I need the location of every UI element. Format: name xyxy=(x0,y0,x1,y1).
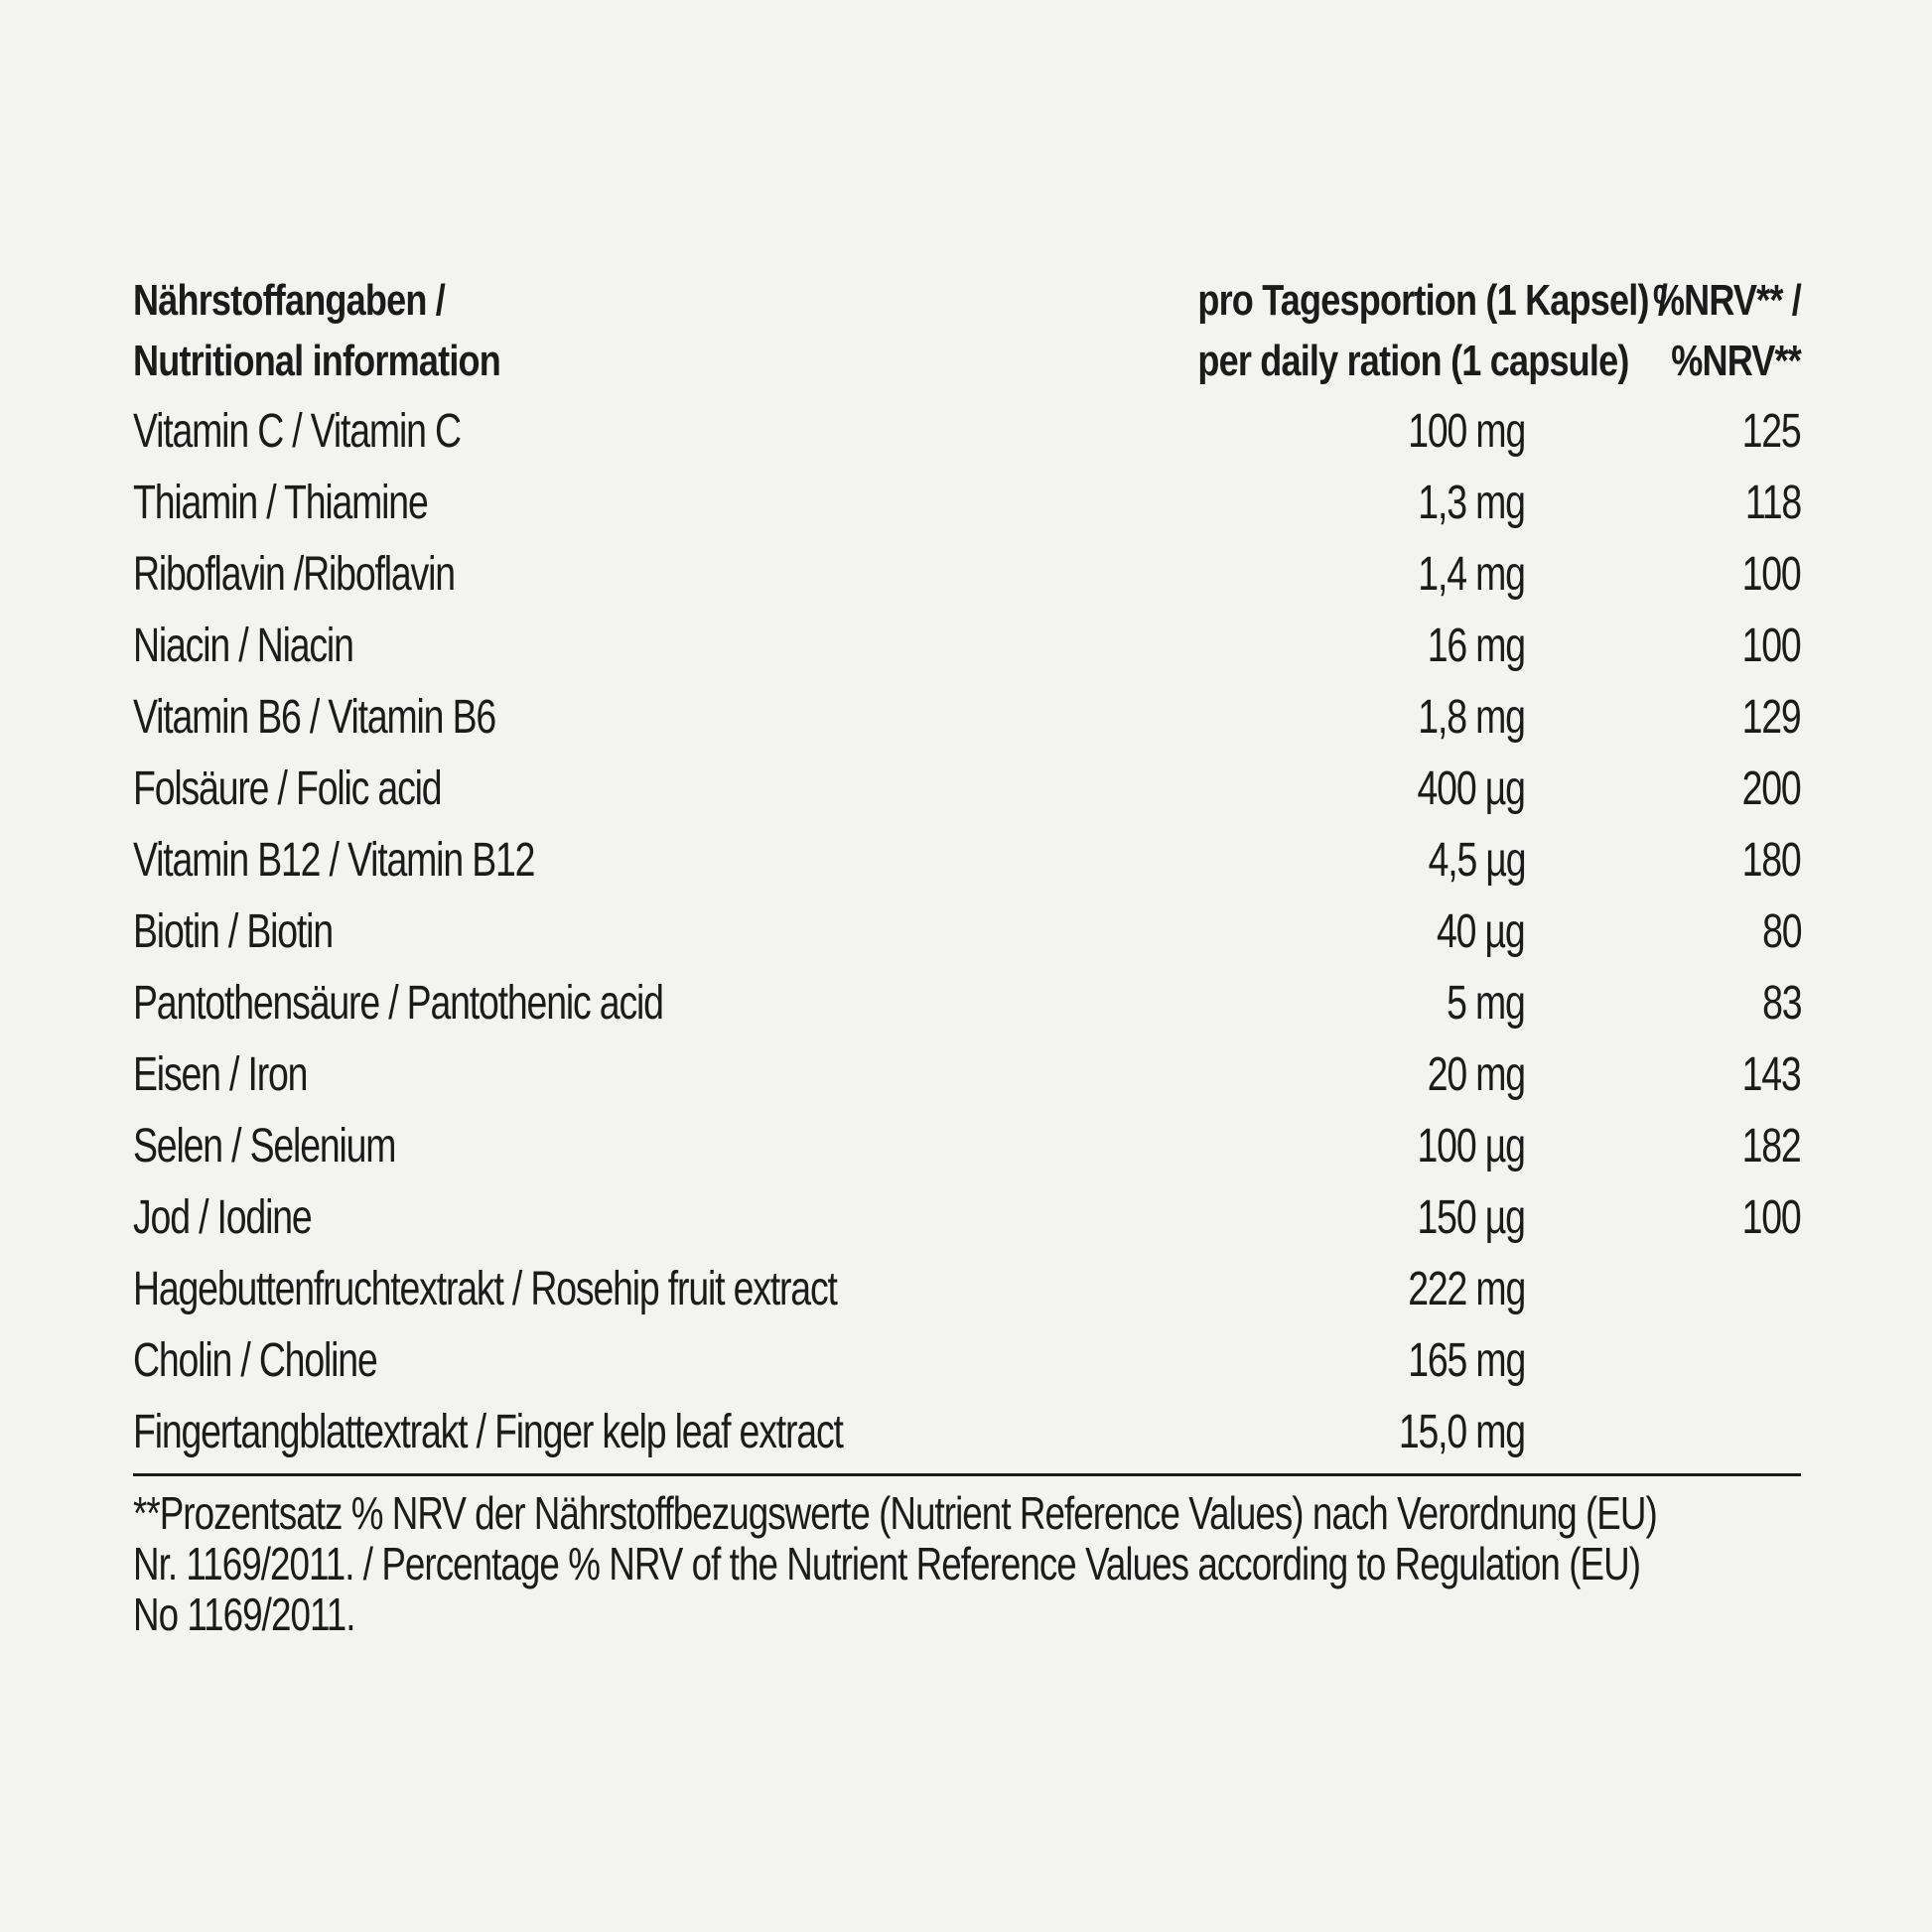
table-row xyxy=(133,610,1801,681)
nutrient-amount-cell xyxy=(1126,619,1525,673)
nutrient-name-cell xyxy=(133,904,1126,959)
nutrient-nrv-cell xyxy=(1525,476,1801,530)
nutrient-name-cell xyxy=(133,619,1126,673)
table-row xyxy=(133,824,1801,896)
nutrient-name-cell xyxy=(133,1333,1126,1388)
table-row xyxy=(133,395,1801,467)
nutrient-amount-cell xyxy=(1126,1190,1525,1245)
table-row xyxy=(133,753,1801,824)
nutrient-name-cell xyxy=(133,404,1126,459)
nutrient-nrv: 143 xyxy=(1742,1047,1801,1101)
nutrient-nrv: 129 xyxy=(1742,690,1801,744)
nutrient-name-cell xyxy=(133,690,1126,745)
nutrient-name: Niacin / Niacin xyxy=(133,619,353,672)
nutrient-name-cell xyxy=(133,1262,1126,1316)
table-body xyxy=(133,395,1801,1467)
nutrient-amount-cell xyxy=(1126,761,1525,816)
table-row xyxy=(133,1038,1801,1110)
nutrient-amount-cell xyxy=(1126,1262,1525,1316)
nutrient-nrv-cell xyxy=(1525,761,1801,816)
header-nutrient xyxy=(133,270,1126,395)
nutrient-nrv: 182 xyxy=(1742,1119,1801,1173)
nutrient-name: Vitamin C / Vitamin C xyxy=(133,404,461,458)
header-nrv-line1: %NRV** / xyxy=(1652,276,1801,325)
nutrient-name: Eisen / Iron xyxy=(133,1047,308,1101)
nutrient-amount: 16 mg xyxy=(1427,619,1525,672)
table-row xyxy=(133,1396,1801,1467)
nutrient-name: Hagebuttenfruchtextrakt / Rosehip fruit extract xyxy=(133,1262,837,1315)
table-header xyxy=(133,270,1801,395)
nutrient-nrv: 100 xyxy=(1742,1190,1801,1244)
table-row xyxy=(133,896,1801,967)
nutrient-nrv-cell xyxy=(1525,404,1801,459)
footnote-line: **Prozentsatz % NRV der Nährstoffbezugswerte (Nutrient Reference Values) nach Verordnung (EU) xyxy=(133,1487,1657,1539)
footnote-line: Nr. 1169/2011. / Percentage % NRV of the Nutrient Reference Values according to Regulation (EU) xyxy=(133,1538,1640,1589)
header-amount-line2: per daily ration (1 capsule) xyxy=(1197,337,1629,385)
table-row xyxy=(133,467,1801,538)
nutrient-amount-cell xyxy=(1126,547,1525,602)
nutrient-nrv: 180 xyxy=(1742,833,1801,887)
header-nrv-line2: %NRV** xyxy=(1671,337,1801,385)
nutrient-amount: 1,3 mg xyxy=(1418,476,1525,529)
nutrition-table xyxy=(133,270,1801,1640)
nutrient-nrv-cell xyxy=(1525,976,1801,1031)
nutrient-amount: 400 µg xyxy=(1417,761,1525,815)
header-nutrient-line1: Nährstoffangaben / xyxy=(133,276,445,325)
nutrient-amount: 165 mg xyxy=(1408,1333,1525,1387)
nutrient-amount-cell xyxy=(1126,1047,1525,1102)
nutrient-nrv: 80 xyxy=(1761,904,1801,958)
nutrient-amount: 40 µg xyxy=(1437,904,1525,958)
nutrient-name-cell xyxy=(133,976,1126,1031)
nutrient-nrv-cell xyxy=(1525,690,1801,745)
nutrient-nrv: 100 xyxy=(1742,547,1801,601)
footnote xyxy=(133,1488,1801,1640)
nutrient-nrv-cell xyxy=(1525,1405,1801,1459)
nutrient-name: Thiamin / Thiamine xyxy=(133,476,428,529)
nutrient-amount: 100 mg xyxy=(1408,404,1525,458)
nutrient-nrv-cell xyxy=(1525,833,1801,888)
nutrient-name-cell xyxy=(133,1190,1126,1245)
nutrient-nrv: 118 xyxy=(1744,476,1801,529)
nutrient-name-cell xyxy=(133,1047,1126,1102)
nutrient-amount-cell xyxy=(1126,976,1525,1031)
nutrient-amount-cell xyxy=(1126,904,1525,959)
nutrient-name-cell xyxy=(133,761,1126,816)
header-nutrient-line2: Nutritional information xyxy=(133,337,500,385)
nutrient-name: Biotin / Biotin xyxy=(133,904,333,958)
footnote-text xyxy=(133,1488,1801,1640)
nutrient-name: Riboflavin /Riboflavin xyxy=(133,547,455,601)
table-row xyxy=(133,967,1801,1038)
nutrient-name: Jod / Iodine xyxy=(133,1190,312,1244)
nutrient-nrv-cell xyxy=(1525,1190,1801,1245)
nutrient-amount-cell xyxy=(1126,1333,1525,1388)
nutrient-amount-cell xyxy=(1126,1405,1525,1459)
nutrient-name-cell xyxy=(133,1405,1126,1459)
nutrient-amount: 15,0 mg xyxy=(1398,1405,1525,1458)
nutrient-amount-cell xyxy=(1126,1119,1525,1173)
nutrient-name: Fingertangblattextrakt / Finger kelp leaf extract xyxy=(133,1405,843,1458)
footnote-line: No 1169/2011. xyxy=(133,1588,355,1640)
nutrient-name-cell xyxy=(133,833,1126,888)
table-row xyxy=(133,538,1801,610)
nutrient-nrv-cell xyxy=(1525,1333,1801,1388)
nutrient-nrv-cell xyxy=(1525,547,1801,602)
table-row xyxy=(133,681,1801,753)
nutrient-name-cell xyxy=(133,476,1126,530)
header-amount xyxy=(1126,270,1668,395)
nutrient-name: Folsäure / Folic acid xyxy=(133,761,442,815)
nutrient-nrv-cell xyxy=(1525,904,1801,959)
nutrient-amount: 1,4 mg xyxy=(1418,547,1525,601)
nutrient-amount-cell xyxy=(1126,833,1525,888)
nutrient-name: Vitamin B12 / Vitamin B12 xyxy=(133,833,535,887)
nutrient-nrv-cell xyxy=(1525,1119,1801,1173)
nutrient-amount-cell xyxy=(1126,690,1525,745)
nutrient-nrv: 100 xyxy=(1742,619,1801,672)
table-row xyxy=(133,1181,1801,1253)
nutrient-amount-cell xyxy=(1126,404,1525,459)
nutrient-name: Vitamin B6 / Vitamin B6 xyxy=(133,690,496,744)
nutrient-nrv: 83 xyxy=(1761,976,1801,1030)
nutrient-amount: 150 µg xyxy=(1417,1190,1525,1244)
table-row xyxy=(133,1324,1801,1396)
table-row xyxy=(133,1253,1801,1324)
nutrient-nrv-cell xyxy=(1525,619,1801,673)
nutrient-nrv-cell xyxy=(1525,1262,1801,1316)
nutrient-name: Pantothensäure / Pantothenic acid xyxy=(133,976,663,1030)
header-amount-line1: pro Tagesportion (1 Kapsel) / xyxy=(1197,276,1668,325)
nutrient-amount: 222 mg xyxy=(1408,1262,1525,1315)
nutrient-nrv: 200 xyxy=(1742,761,1801,815)
nutrient-amount: 1,8 mg xyxy=(1418,690,1525,744)
nutrient-nrv-cell xyxy=(1525,1047,1801,1102)
table-divider xyxy=(133,1473,1801,1476)
nutrient-amount: 5 mg xyxy=(1447,976,1525,1030)
nutrient-name: Selen / Selenium xyxy=(133,1119,396,1173)
nutrient-nrv: 125 xyxy=(1742,404,1801,458)
nutrient-amount: 20 mg xyxy=(1427,1047,1525,1101)
nutrient-name-cell xyxy=(133,1119,1126,1173)
nutrient-name: Cholin / Choline xyxy=(133,1333,377,1387)
nutrient-amount: 100 µg xyxy=(1417,1119,1525,1173)
nutrient-name-cell xyxy=(133,547,1126,602)
nutrient-amount: 4,5 µg xyxy=(1428,833,1525,887)
table-row xyxy=(133,1110,1801,1181)
nutrient-amount-cell xyxy=(1126,476,1525,530)
